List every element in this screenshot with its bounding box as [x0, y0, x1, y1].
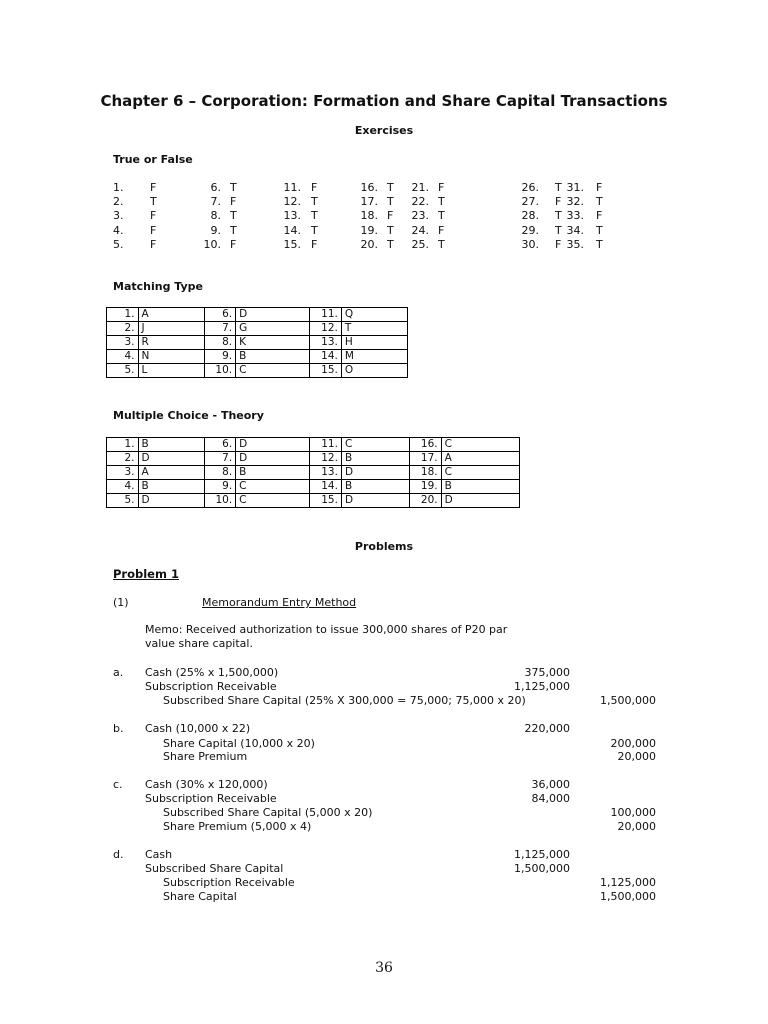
item-number: 11. — [283, 181, 301, 194]
item-answer: T — [596, 223, 603, 237]
entry-line: Share Premium (5,000 x 4) — [163, 820, 312, 833]
item-answer: F — [438, 181, 445, 194]
entry-line: Cash (30% x 120,000) — [145, 778, 268, 791]
question-number-cell: 12. — [310, 452, 342, 466]
entry-line: Share Capital (10,000 x 20) — [163, 737, 315, 750]
item-number: 29. — [521, 223, 539, 237]
debit-amount: 1,500,000 — [514, 862, 570, 875]
item-number: 2. — [113, 195, 124, 209]
question-number-cell: 14. — [310, 350, 342, 364]
true-false-item — [113, 224, 156, 238]
true-false-item — [493, 181, 562, 195]
item-answer: F — [555, 237, 562, 251]
item-answer: T — [150, 195, 157, 209]
item-answer: T — [555, 223, 562, 237]
question-number-cell: 1. — [107, 308, 139, 322]
answer-cell: C — [441, 466, 519, 480]
item-number: 32. — [566, 195, 584, 209]
item-number: 35. — [566, 237, 584, 251]
entry-label: c. — [113, 778, 123, 791]
answer-cell: A — [441, 452, 519, 466]
question-number-cell: 12. — [310, 322, 342, 336]
entry-line: Cash — [145, 848, 173, 861]
true-false-heading: True or False — [113, 153, 193, 166]
method-title: Memorandum Entry Method — [202, 596, 357, 609]
answer-cell: D — [138, 452, 204, 466]
table-row — [107, 480, 520, 494]
item-answer: T — [387, 181, 394, 194]
item-answer: F — [438, 223, 445, 237]
item-number: 4. — [113, 223, 124, 237]
item-answer: T — [438, 237, 445, 251]
item-answer: T — [438, 209, 445, 223]
table-row — [107, 364, 408, 378]
true-false-item — [113, 238, 156, 252]
entry-line: Share Capital — [163, 890, 237, 903]
true-false-item — [556, 209, 602, 223]
question-number-cell: 2. — [107, 452, 139, 466]
question-number-cell: 9. — [204, 350, 236, 364]
item-number: 7. — [210, 195, 221, 209]
answer-cell: D — [341, 466, 409, 480]
true-false-item — [113, 209, 156, 223]
answer-cell: A — [138, 466, 204, 480]
item-number: 19. — [360, 223, 378, 237]
question-number-cell: 3. — [107, 336, 139, 350]
item-answer: F — [230, 195, 237, 209]
true-false-item — [113, 181, 156, 195]
answer-cell: R — [138, 336, 204, 350]
question-number-cell: 6. — [204, 308, 236, 322]
item-number: 25. — [411, 237, 429, 251]
item-answer: F — [150, 237, 157, 251]
answer-cell: C — [441, 438, 519, 452]
answer-cell: D — [236, 308, 310, 322]
answer-cell: B — [341, 480, 409, 494]
answer-cell: C — [236, 480, 310, 494]
item-number: 8. — [210, 209, 221, 223]
item-number: 15. — [283, 237, 301, 251]
item-number: 33. — [566, 209, 584, 223]
debit-amount: 220,000 — [524, 722, 570, 735]
debit-amount: 84,000 — [531, 792, 570, 805]
item-answer: T — [230, 181, 237, 194]
table-row — [107, 438, 520, 452]
item-number: 24. — [411, 223, 429, 237]
item-number: 30. — [521, 237, 539, 251]
answer-cell: B — [341, 452, 409, 466]
table-row — [107, 336, 408, 350]
item-answer: T — [555, 181, 562, 194]
item-answer: F — [555, 195, 562, 209]
question-number-cell: 17. — [410, 452, 442, 466]
question-number-cell: 10. — [204, 494, 236, 508]
item-answer: F — [311, 181, 318, 194]
question-number-cell: 13. — [310, 336, 342, 350]
question-number-cell: 7. — [204, 452, 236, 466]
true-false-item — [493, 195, 561, 209]
true-false-item — [275, 224, 318, 238]
section-subtitle: Exercises — [354, 124, 414, 137]
debit-amount: 1,125,000 — [514, 680, 570, 693]
question-number-cell: 5. — [107, 364, 139, 378]
true-false-item — [195, 195, 236, 209]
credit-amount: 1,500,000 — [600, 694, 656, 707]
answer-cell: D — [441, 494, 519, 508]
item-answer: T — [311, 195, 318, 209]
item-number: 21. — [411, 181, 429, 194]
true-false-item — [348, 181, 394, 195]
true-false-item — [405, 238, 445, 252]
answer-cell: N — [138, 350, 204, 364]
item-answer: F — [311, 237, 318, 251]
entry-line: Subscription Receivable — [145, 792, 277, 805]
question-number-cell: 1. — [107, 438, 139, 452]
item-number: 18. — [360, 209, 378, 223]
entry-line: Subscription Receivable — [145, 680, 277, 693]
multiple-choice-table — [106, 437, 520, 508]
true-false-item — [195, 238, 236, 252]
item-number: 1. — [113, 181, 124, 194]
item-answer: T — [230, 223, 237, 237]
page-title: Chapter 6 – Corporation: Formation and Share Capital Transactions — [100, 92, 668, 110]
item-number: 16. — [360, 181, 378, 194]
debit-amount: 36,000 — [531, 778, 570, 791]
item-number: 28. — [521, 209, 539, 223]
item-number: 31. — [566, 181, 584, 194]
answer-cell: G — [236, 322, 310, 336]
item-answer: T — [438, 195, 445, 209]
table-row — [107, 350, 408, 364]
question-number-cell: 13. — [310, 466, 342, 480]
answer-cell: D — [341, 494, 409, 508]
answer-cell: T — [341, 322, 407, 336]
table-row — [107, 308, 408, 322]
answer-cell: D — [138, 494, 204, 508]
answer-cell: C — [341, 438, 409, 452]
item-number: 14. — [283, 223, 301, 237]
true-false-item — [348, 209, 393, 223]
debit-amount: 1,125,000 — [514, 848, 570, 861]
part-number: (1) — [113, 596, 129, 609]
memo-line-1: Memo: Received authorization to issue 300,000 shares of P20 par — [145, 623, 508, 636]
item-number: 26. — [521, 181, 539, 194]
true-false-item — [405, 224, 444, 238]
item-answer: T — [555, 209, 562, 223]
question-number-cell: 11. — [310, 438, 342, 452]
question-number-cell: 14. — [310, 480, 342, 494]
item-answer: T — [311, 223, 318, 237]
item-answer: T — [311, 209, 318, 223]
item-number: 23. — [411, 209, 429, 223]
question-number-cell: 3. — [107, 466, 139, 480]
entry-label: a. — [113, 666, 124, 679]
answer-cell: L — [138, 364, 204, 378]
question-number-cell: 4. — [107, 350, 139, 364]
table-row — [107, 466, 520, 480]
answer-cell: O — [341, 364, 407, 378]
table-row — [107, 452, 520, 466]
answer-cell: H — [341, 336, 407, 350]
credit-amount: 20,000 — [617, 750, 656, 763]
item-answer: F — [387, 209, 394, 223]
item-number: 3. — [113, 209, 124, 223]
question-number-cell: 7. — [204, 322, 236, 336]
answer-cell: B — [236, 466, 310, 480]
true-false-item — [348, 224, 394, 238]
question-number-cell: 16. — [410, 438, 442, 452]
credit-amount: 100,000 — [610, 806, 656, 819]
item-answer: F — [596, 181, 603, 194]
true-false-item — [348, 195, 394, 209]
question-number-cell: 4. — [107, 480, 139, 494]
item-answer: F — [150, 223, 157, 237]
true-false-item — [493, 209, 562, 223]
matching-table — [106, 307, 408, 378]
entry-line: Share Premium — [163, 750, 248, 763]
item-answer: T — [596, 195, 603, 209]
question-number-cell: 10. — [204, 364, 236, 378]
answer-cell: B — [441, 480, 519, 494]
true-false-item — [195, 181, 237, 195]
entry-label: d. — [113, 848, 124, 861]
answer-cell: M — [341, 350, 407, 364]
credit-amount: 20,000 — [617, 820, 656, 833]
multiple-choice-heading: Multiple Choice - Theory — [113, 409, 264, 422]
answer-cell: C — [236, 494, 310, 508]
true-false-item — [493, 224, 562, 238]
answer-cell: D — [236, 452, 310, 466]
item-number: 34. — [566, 223, 584, 237]
memo-line-2: value share capital. — [145, 637, 253, 650]
true-false-item — [405, 181, 444, 195]
item-answer: F — [150, 181, 157, 194]
answer-cell: B — [138, 438, 204, 452]
entry-line: Subscribed Share Capital — [145, 862, 284, 875]
true-false-item — [405, 195, 445, 209]
item-number: 27. — [521, 195, 539, 209]
question-number-cell: 15. — [310, 494, 342, 508]
answer-cell: B — [138, 480, 204, 494]
true-false-item — [275, 238, 317, 252]
item-number: 5. — [113, 237, 124, 251]
item-answer: T — [387, 223, 394, 237]
true-false-item — [556, 181, 602, 195]
item-answer: T — [596, 237, 603, 251]
true-false-item — [275, 181, 317, 195]
table-row — [107, 494, 520, 508]
true-false-item — [275, 195, 318, 209]
entry-line: Subscription Receivable — [163, 876, 295, 889]
question-number-cell: 11. — [310, 308, 342, 322]
true-false-item — [405, 209, 445, 223]
table-row — [107, 322, 408, 336]
question-number-cell: 5. — [107, 494, 139, 508]
item-number: 9. — [210, 223, 221, 237]
entry-label: b. — [113, 722, 124, 735]
question-number-cell: 8. — [204, 336, 236, 350]
answer-cell: A — [138, 308, 204, 322]
credit-amount: 200,000 — [610, 737, 656, 750]
entry-line: Subscribed Share Capital (5,000 x 20) — [163, 806, 373, 819]
answer-cell: J — [138, 322, 204, 336]
question-number-cell: 6. — [204, 438, 236, 452]
question-number-cell: 18. — [410, 466, 442, 480]
true-false-item — [348, 238, 394, 252]
credit-amount: 1,500,000 — [600, 890, 656, 903]
page-number: 36 — [375, 960, 393, 976]
question-number-cell: 8. — [204, 466, 236, 480]
true-false-item — [275, 209, 318, 223]
matching-heading: Matching Type — [113, 280, 203, 293]
item-number: 10. — [203, 237, 221, 251]
item-number: 22. — [411, 195, 429, 209]
item-number: 17. — [360, 195, 378, 209]
entry-line: Subscribed Share Capital (25% X 300,000 = 75,000; 75,000 x 20) — [163, 694, 526, 707]
problem-1-heading: Problem 1 — [113, 567, 179, 581]
item-answer: F — [230, 237, 237, 251]
item-answer: T — [230, 209, 237, 223]
item-number: 13. — [283, 209, 301, 223]
item-number: 6. — [210, 181, 221, 194]
true-false-item — [493, 238, 561, 252]
true-false-item — [556, 238, 603, 252]
true-false-item — [195, 224, 237, 238]
entry-line: Cash (10,000 x 22) — [145, 722, 251, 735]
true-false-item — [113, 195, 157, 209]
question-number-cell: 2. — [107, 322, 139, 336]
true-false-item — [195, 209, 237, 223]
answer-cell: C — [236, 364, 310, 378]
item-number: 12. — [283, 195, 301, 209]
answer-cell: D — [236, 438, 310, 452]
debit-amount: 375,000 — [524, 666, 570, 679]
answer-cell: K — [236, 336, 310, 350]
true-false-item — [556, 224, 603, 238]
question-number-cell: 15. — [310, 364, 342, 378]
question-number-cell: 19. — [410, 480, 442, 494]
question-number-cell: 20. — [410, 494, 442, 508]
question-number-cell: 9. — [204, 480, 236, 494]
item-answer: F — [150, 209, 157, 223]
true-false-item — [556, 195, 603, 209]
answer-cell: Q — [341, 308, 407, 322]
item-answer: T — [387, 195, 394, 209]
problems-heading: Problems — [354, 540, 414, 553]
credit-amount: 1,125,000 — [600, 876, 656, 889]
item-answer: F — [596, 209, 603, 223]
item-answer: T — [387, 237, 394, 251]
item-number: 20. — [360, 237, 378, 251]
answer-cell: B — [236, 350, 310, 364]
entry-line: Cash (25% x 1,500,000) — [145, 666, 279, 679]
